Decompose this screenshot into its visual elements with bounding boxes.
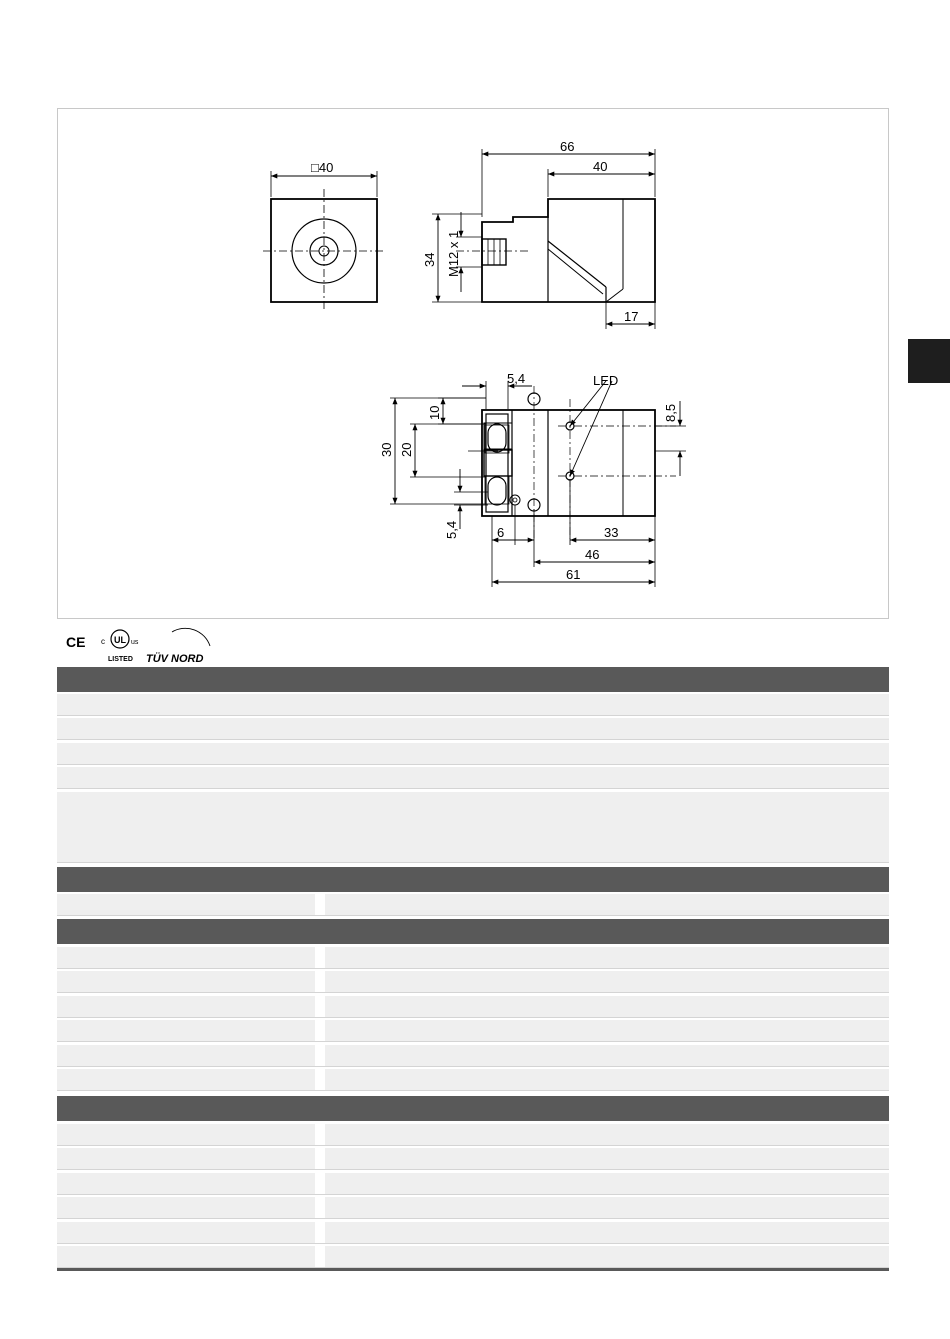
front-width-label: □40 bbox=[311, 160, 334, 175]
top-dim-5-4-low: 5,4 bbox=[444, 520, 459, 539]
table-row bbox=[57, 1069, 889, 1091]
table-row-multiline bbox=[57, 792, 889, 863]
table-row bbox=[57, 1148, 889, 1170]
table-row bbox=[57, 894, 889, 916]
side-head-length: 40 bbox=[593, 159, 608, 174]
top-dim-10: 10 bbox=[427, 405, 442, 420]
top-dim-33: 33 bbox=[604, 525, 619, 540]
dimension-drawing-frame bbox=[57, 108, 889, 619]
tuv-nord-mark bbox=[146, 628, 210, 665]
side-height: 34 bbox=[422, 252, 437, 267]
top-dim-61: 61 bbox=[566, 567, 581, 582]
chapter-tab bbox=[908, 339, 950, 383]
side-overall-length: 66 bbox=[560, 139, 575, 154]
led-label: LED bbox=[593, 373, 619, 388]
section-header bbox=[57, 867, 889, 892]
top-dim-20: 20 bbox=[399, 442, 414, 457]
ul-listed-mark bbox=[101, 630, 139, 663]
ce-mark: CE bbox=[66, 634, 86, 650]
top-dim-6: 6 bbox=[497, 525, 505, 540]
svg-text:c: c bbox=[101, 637, 105, 646]
table-row bbox=[57, 1124, 889, 1146]
certification-logos bbox=[60, 622, 220, 666]
side-tail: 17 bbox=[624, 309, 639, 324]
front-view bbox=[263, 171, 385, 312]
top-dim-30: 30 bbox=[379, 442, 394, 457]
table-row bbox=[57, 718, 889, 740]
dimension-drawing bbox=[58, 109, 890, 620]
table-row bbox=[57, 1020, 889, 1042]
bottom-rule bbox=[57, 1268, 889, 1271]
top-dim-8-5: 8,5 bbox=[663, 403, 678, 422]
table-row bbox=[57, 1246, 889, 1268]
table-row bbox=[57, 767, 889, 789]
table-row bbox=[57, 743, 889, 765]
side-view bbox=[432, 149, 655, 329]
svg-text:TÜV NORD: TÜV NORD bbox=[146, 653, 204, 665]
svg-text:LISTED: LISTED bbox=[108, 656, 133, 663]
svg-text:UL: UL bbox=[114, 635, 126, 645]
svg-text:us: us bbox=[131, 639, 139, 646]
table-row bbox=[57, 1173, 889, 1195]
section-header bbox=[57, 919, 889, 944]
section-header bbox=[57, 1096, 889, 1121]
section-header bbox=[57, 667, 889, 692]
side-thread: M12 x 1 bbox=[446, 230, 461, 277]
top-slot-width: 5,4 bbox=[507, 371, 526, 386]
table-row bbox=[57, 1197, 889, 1219]
table-row bbox=[57, 1045, 889, 1067]
table-row bbox=[57, 996, 889, 1018]
table-row bbox=[57, 1222, 889, 1244]
table-row bbox=[57, 694, 889, 716]
table-row bbox=[57, 947, 889, 969]
top-dim-46: 46 bbox=[585, 547, 600, 562]
table-row bbox=[57, 971, 889, 993]
